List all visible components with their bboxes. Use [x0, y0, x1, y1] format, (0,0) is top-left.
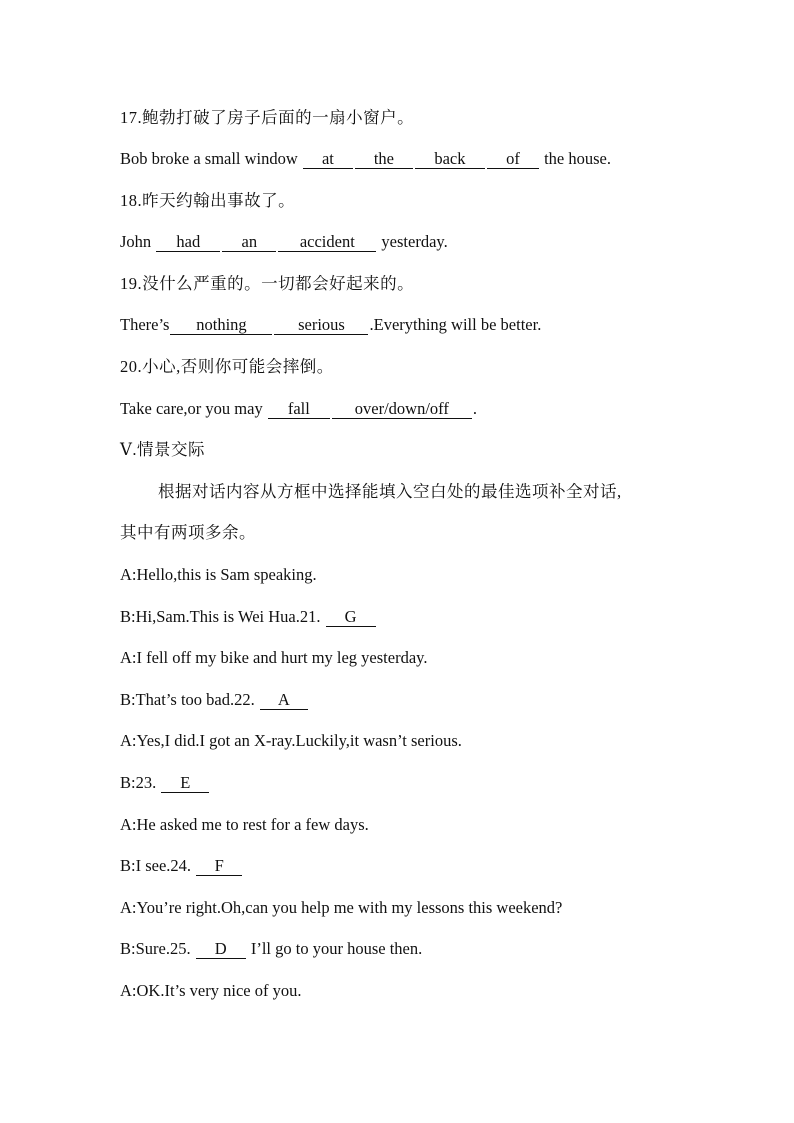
q17-sentence — [120, 148, 611, 170]
dialogue-line-10-text: B:Sure.25. — [120, 939, 195, 958]
q19-blank-2: serious — [274, 316, 368, 335]
dialogue-line-2-text: B:Hi,Sam.This is Wei Hua.21. — [120, 607, 325, 626]
dialogue-line-6 — [120, 772, 210, 794]
section-instructions-line1: 根据对话内容从方框中选择能填入空白处的最佳选项补全对话, — [158, 482, 622, 501]
answer-21: G — [326, 608, 376, 627]
answer-24: F — [196, 857, 242, 876]
q17-blank-3: back — [415, 150, 485, 169]
q19-sentence — [120, 314, 541, 336]
dialogue-line-10-suffix: I’ll go to your house then. — [246, 939, 423, 958]
q17-blank-1: at — [303, 150, 353, 169]
dialogue-line-4 — [120, 689, 309, 711]
answer-22: A — [260, 691, 308, 710]
q18-suffix: yesterday. — [377, 232, 448, 251]
dialogue-line-1: A:Hello,this is Sam speaking. — [120, 565, 317, 584]
q17-chinese: 17.鲍勃打破了房子后面的一扇小窗户。 — [120, 108, 415, 127]
dialogue-line-3: A:I fell off my bike and hurt my leg yesterday. — [120, 648, 428, 667]
q17-prefix: Bob broke a small window — [120, 149, 302, 168]
dialogue-line-8 — [120, 855, 243, 877]
dialogue-line-11: A:OK.It’s very nice of you. — [120, 981, 302, 1000]
dialogue-line-5: A:Yes,I did.I got an X-ray.Luckily,it wasn’t serious. — [120, 731, 462, 750]
q20-suffix: . — [472, 399, 477, 418]
q20-blank-2: over/down/off — [332, 400, 472, 419]
q18-blank-3: accident — [278, 233, 376, 252]
q19-suffix: .Everything will be better. — [369, 315, 542, 334]
section-instructions-line2: 其中有两项多余。 — [120, 523, 256, 542]
q18-prefix: John — [120, 232, 156, 251]
dialogue-line-2 — [120, 606, 377, 628]
dialogue-line-8-text: B:I see.24. — [120, 856, 196, 875]
answer-23: E — [161, 774, 209, 793]
q17-suffix: the house. — [539, 149, 611, 168]
dialogue-line-7: A:He asked me to rest for a few days. — [120, 815, 369, 834]
q19-blank-1: nothing — [170, 316, 272, 335]
q20-chinese: 20.小心,否则你可能会摔倒。 — [120, 357, 334, 376]
q19-chinese: 19.没什么严重的。一切都会好起来的。 — [120, 274, 415, 293]
q20-prefix: Take care,or you may — [120, 399, 267, 418]
q17-blank-2: the — [355, 150, 413, 169]
q18-sentence — [120, 231, 448, 253]
q20-blank-1: fall — [268, 400, 330, 419]
answer-25: D — [196, 940, 246, 959]
q17-blank-4: of — [487, 150, 539, 169]
section-heading: Ⅴ.情景交际 — [120, 440, 206, 459]
q20-sentence — [120, 398, 477, 420]
q18-blank-1: had — [156, 233, 220, 252]
dialogue-line-9: A:You’re right.Oh,can you help me with my lessons this weekend? — [120, 898, 563, 917]
q18-blank-2: an — [222, 233, 276, 252]
q19-prefix: There’s — [120, 315, 170, 334]
dialogue-line-10 — [120, 938, 422, 960]
dialogue-line-4-text: B:That’s too bad.22. — [120, 690, 259, 709]
dialogue-line-6-text: B:23. — [120, 773, 161, 792]
q18-chinese: 18.昨天约翰出事故了。 — [120, 191, 296, 210]
